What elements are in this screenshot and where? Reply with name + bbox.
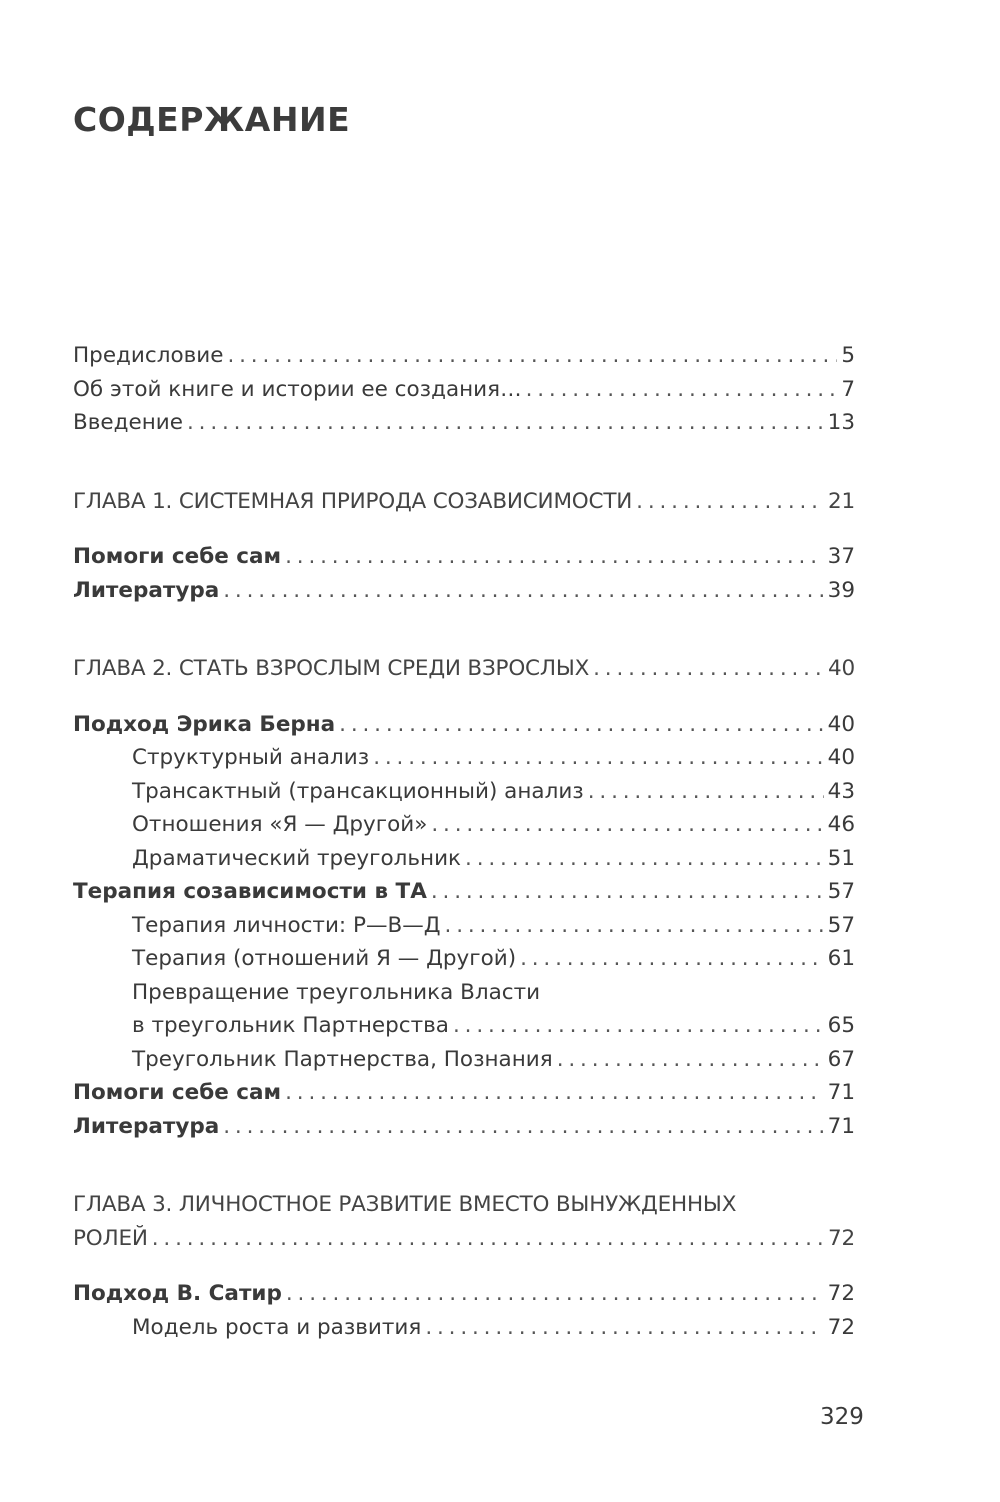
toc-entry-label: Отношения «Я — Другой»: [132, 812, 428, 837]
dot-leader: [285, 540, 824, 574]
dot-leader: [152, 1222, 824, 1256]
toc-entry-literature[interactable]: [73, 574, 855, 608]
toc-entry-label: Треугольник Партнерства, Познания: [132, 1046, 553, 1072]
dot-leader: [557, 1043, 824, 1077]
dot-leader: [526, 373, 838, 407]
toc-entry-triangle-transform-line1[interactable]: [73, 976, 855, 1010]
dot-leader: [431, 875, 824, 909]
toc-entry-label: Литература: [73, 1113, 220, 1139]
toc-entry-triangle-transform-line2[interactable]: [73, 1009, 855, 1043]
dot-leader: [187, 406, 824, 440]
toc-entry-berne-approach[interactable]: [73, 708, 855, 742]
toc-entry-satir-approach[interactable]: [73, 1277, 855, 1311]
toc-entry-label: Превращение треугольника Власти: [132, 979, 541, 1005]
dot-leader: [593, 652, 824, 686]
dot-leader: [425, 1311, 823, 1345]
toc-entry-literature-2[interactable]: [73, 1110, 855, 1144]
toc-entry-label: Терапия созависимости в ТА: [73, 879, 427, 904]
toc-entry-page: 57: [827, 912, 855, 938]
toc-entry-label: Модель роста и развития: [132, 1314, 422, 1340]
dot-leader: [223, 574, 823, 608]
toc-entry-label: Драматический треугольник: [132, 845, 462, 871]
toc-entry-page: 61: [827, 946, 855, 971]
toc-entry-page: 13: [827, 410, 855, 435]
page-title: СОДЕРЖАНИЕ: [73, 100, 351, 139]
dot-leader: [339, 708, 823, 742]
toc-entry-page: 71: [827, 1113, 855, 1139]
toc-entry-transactional-analysis[interactable]: [73, 775, 855, 809]
toc-entry-introduction[interactable]: [73, 406, 855, 440]
dot-leader: [227, 339, 837, 373]
toc-entry-growth-model[interactable]: [73, 1311, 855, 1345]
toc-entry-page: 67: [827, 1046, 855, 1072]
toc-entry-label: Помоги себе сам: [73, 1080, 282, 1105]
toc-entry-label: Введение: [73, 410, 183, 435]
toc-entry-relations-therapy[interactable]: [73, 942, 855, 976]
toc-entry-label: Подход Эрика Берна: [73, 711, 336, 737]
dot-leader: [636, 485, 824, 519]
toc-entry-page: 39: [827, 577, 855, 603]
toc-entry-relations[interactable]: [73, 808, 855, 842]
dot-leader: [285, 1076, 824, 1110]
toc-entry-personality-therapy[interactable]: [73, 909, 855, 943]
toc-entry-label: Помоги себе сам: [73, 544, 282, 569]
toc-entry-page: 43: [827, 778, 855, 804]
toc-entry-page: 51: [827, 845, 855, 871]
dot-leader: [373, 741, 823, 775]
dot-leader: [286, 1277, 824, 1311]
toc-entry-preface[interactable]: [73, 339, 855, 373]
toc-entry-label: Трансактный (трансакционный) анализ: [132, 778, 584, 804]
dot-leader: [520, 942, 824, 976]
toc-entry-label: Об этой книге и истории ее создания…: [73, 376, 522, 402]
toc-entry-label: Терапия личности: Р—В—Д: [132, 912, 441, 938]
toc-entry-label: Подход В. Сатир: [73, 1281, 282, 1306]
toc-entry-label: ГЛАВА 3. ЛИЧНОСТНОЕ РАЗВИТИЕ ВМЕСТО ВЫНУЖДЕННЫХ: [73, 1192, 737, 1217]
toc-entry-label: Терапия (отношений Я — Другой): [132, 946, 517, 971]
table-of-contents: [73, 339, 855, 1344]
toc-entry-page: 21: [828, 488, 855, 514]
toc-chapter-2[interactable]: [73, 652, 855, 686]
toc-entry-page: 40: [827, 745, 855, 770]
toc-entry-page: 57: [827, 879, 855, 904]
toc-entry-drama-triangle[interactable]: [73, 842, 855, 876]
toc-chapter-3-line2[interactable]: [73, 1222, 855, 1256]
toc-entry-codependency-therapy[interactable]: [73, 875, 855, 909]
toc-entry-page: 7: [841, 376, 855, 402]
toc-entry-page: 65: [827, 1013, 855, 1038]
dot-leader: [223, 1110, 823, 1144]
toc-entry-label: ГЛАВА 2. СТАТЬ ВЗРОСЛЫМ СРЕДИ ВЗРОСЛЫХ: [73, 656, 590, 681]
toc-entry-page: 72: [828, 1225, 855, 1251]
page-number: 329: [820, 1404, 864, 1430]
toc-entry-page: 40: [827, 711, 855, 737]
toc-entry-label: в треугольник Партнерства: [132, 1013, 449, 1038]
dot-leader: [465, 842, 824, 876]
dot-leader: [445, 909, 824, 943]
toc-entry-page: 72: [827, 1281, 855, 1306]
toc-entry-self-help-2[interactable]: [73, 1076, 855, 1110]
toc-entry-label: ГЛАВА 1. СИСТЕМНАЯ ПРИРОДА СОЗАВИСИМОСТИ: [73, 488, 633, 514]
toc-entry-structural-analysis[interactable]: [73, 741, 855, 775]
toc-entry-self-help[interactable]: [73, 540, 855, 574]
dot-leader: [588, 775, 824, 809]
toc-entry-label: Литература: [73, 577, 220, 603]
toc-entry-page: 46: [827, 812, 855, 837]
toc-entry-page: 5: [841, 343, 855, 368]
toc-entry-label: Структурный анализ: [132, 745, 370, 770]
toc-chapter-3-line1[interactable]: [73, 1188, 855, 1222]
toc-entry-page: 37: [827, 544, 855, 569]
toc-entry-partnership-triangle[interactable]: [73, 1043, 855, 1077]
toc-chapter-1[interactable]: [73, 485, 855, 519]
toc-entry-about-book[interactable]: [73, 373, 855, 407]
toc-entry-page: 72: [827, 1314, 855, 1340]
toc-entry-label: Предисловие: [73, 343, 224, 368]
toc-entry-page: 40: [828, 656, 855, 681]
toc-entry-label: РОЛЕЙ: [73, 1225, 148, 1251]
toc-entry-page: 71: [827, 1080, 855, 1105]
dot-leader: [431, 808, 823, 842]
dot-leader: [453, 1009, 824, 1043]
